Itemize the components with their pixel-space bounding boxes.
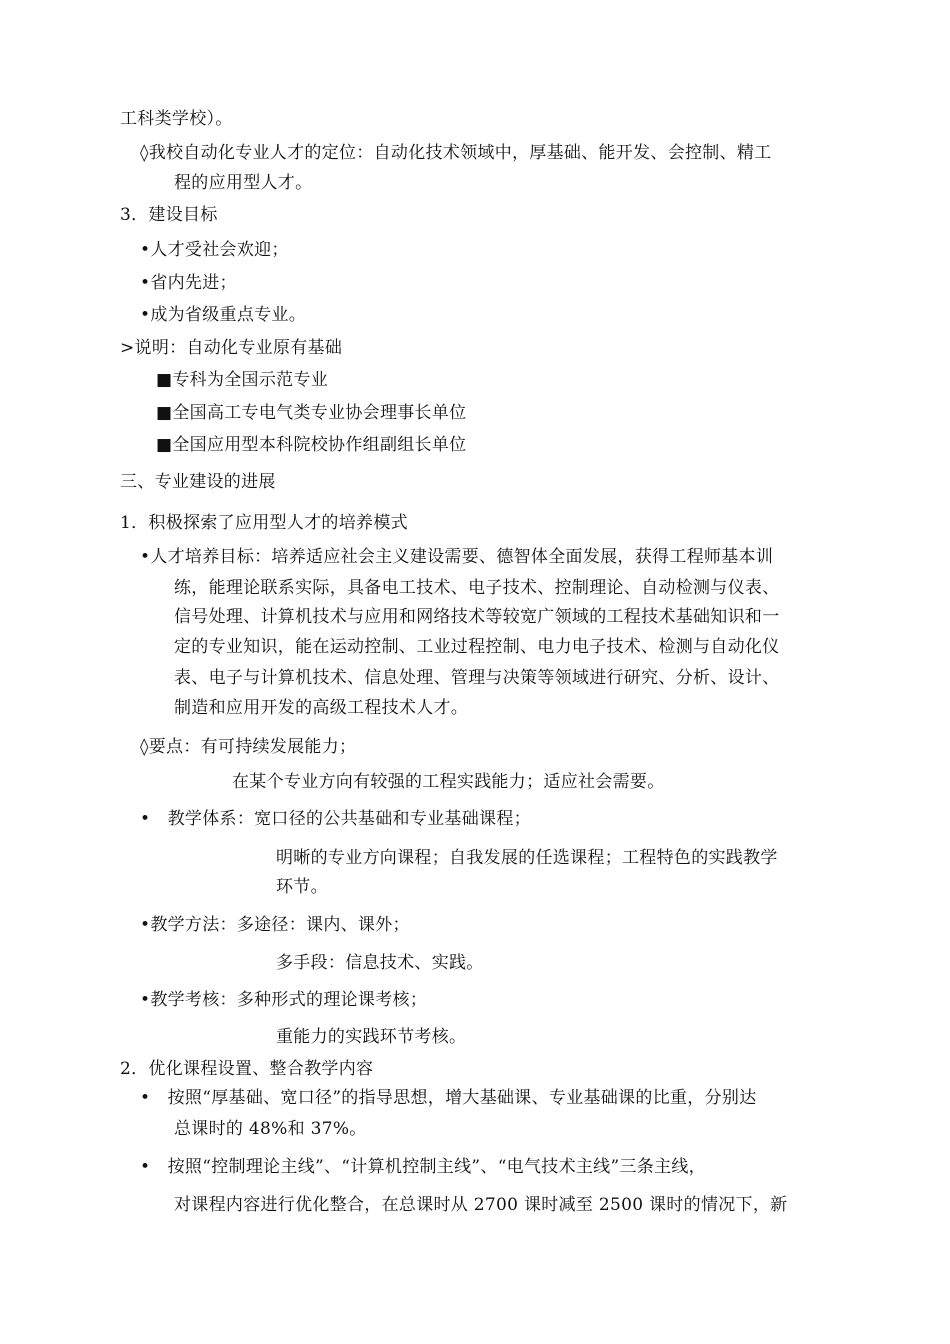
- section-heading: 2．优化课程设置、整合教学内容: [120, 1059, 374, 1079]
- list-item: •教学考核：多种形式的理论课考核；: [140, 990, 428, 1010]
- section-heading: 三、专业建设的进展: [120, 472, 276, 492]
- text-line: >说明：自动化专业原有基础: [120, 338, 343, 358]
- list-item: •人才受社会欢迎；: [140, 240, 289, 260]
- text-line: 总课时的 48%和 37%。: [174, 1119, 367, 1139]
- text-line: 程的应用型人才。: [174, 173, 313, 193]
- text-line: 明晰的专业方向课程；自我发展的任选课程；工程特色的实践教学: [276, 848, 778, 868]
- text-line: 工科类学校）。: [120, 109, 233, 129]
- list-item: ■全国高工专电气类专业协会理事长单位: [156, 403, 467, 423]
- text-line: •人才培养目标：培养适应社会主义建设需要、德智体全面发展，获得工程师基本训: [140, 547, 774, 567]
- text-line: 信号处理、计算机技术与应用和网络技术等较宽广领域的工程技术基础知识和一: [174, 607, 780, 627]
- text-line: ◊我校自动化专业人才的定位：自动化技术领域中，厚基础、能开发、会控制、精工: [140, 143, 772, 163]
- text-line: 定的专业知识，能在运动控制、工业过程控制、电力电子技术、检测与自动化仪: [174, 637, 780, 657]
- text-line: 多手段：信息技术、实践。: [276, 953, 484, 973]
- text-line: 对课程内容进行优化整合，在总课时从 2700 课时减至 2500 课时的情况下，新: [174, 1195, 788, 1215]
- list-item: •省内先进；: [140, 273, 237, 293]
- list-item: • 教学体系：宽口径的公共基础和专业基础课程；: [140, 809, 531, 829]
- section-heading: 3．建设目标: [120, 205, 218, 225]
- text-line: ◊要点：有可持续发展能力；: [140, 737, 357, 757]
- text-line: 练，能理论联系实际，具备电工技术、电子技术、控制理论、自动检测与仪表、: [174, 578, 780, 598]
- text-line: 重能力的实践环节考核。: [276, 1027, 467, 1047]
- text-line: 表、电子与计算机技术、信息处理、管理与决策等领域进行研究、分析、设计、: [174, 668, 780, 688]
- list-item: • 按照“控制理论主线”、“计算机控制主线”、“电气技术主线”三条主线，: [140, 1157, 706, 1177]
- text-line: 在某个专业方向有较强的工程实践能力；适应社会需要。: [232, 772, 665, 792]
- list-item: •教学方法：多途径：课内、课外；: [140, 915, 410, 935]
- text-line: 环节。: [276, 877, 328, 897]
- list-item: ■全国应用型本科院校协作组副组长单位: [156, 435, 467, 455]
- section-heading: 1．积极探索了应用型人才的培养模式: [120, 513, 408, 533]
- list-item: ■专科为全国示范专业: [156, 370, 329, 390]
- list-item: • 按照“厚基础、宽口径”的指导思想，增大基础课、专业基础课的比重，分别达: [140, 1088, 757, 1108]
- list-item: •成为省级重点专业。: [140, 305, 307, 325]
- text-line: 制造和应用开发的高级工程技术人才。: [174, 698, 469, 718]
